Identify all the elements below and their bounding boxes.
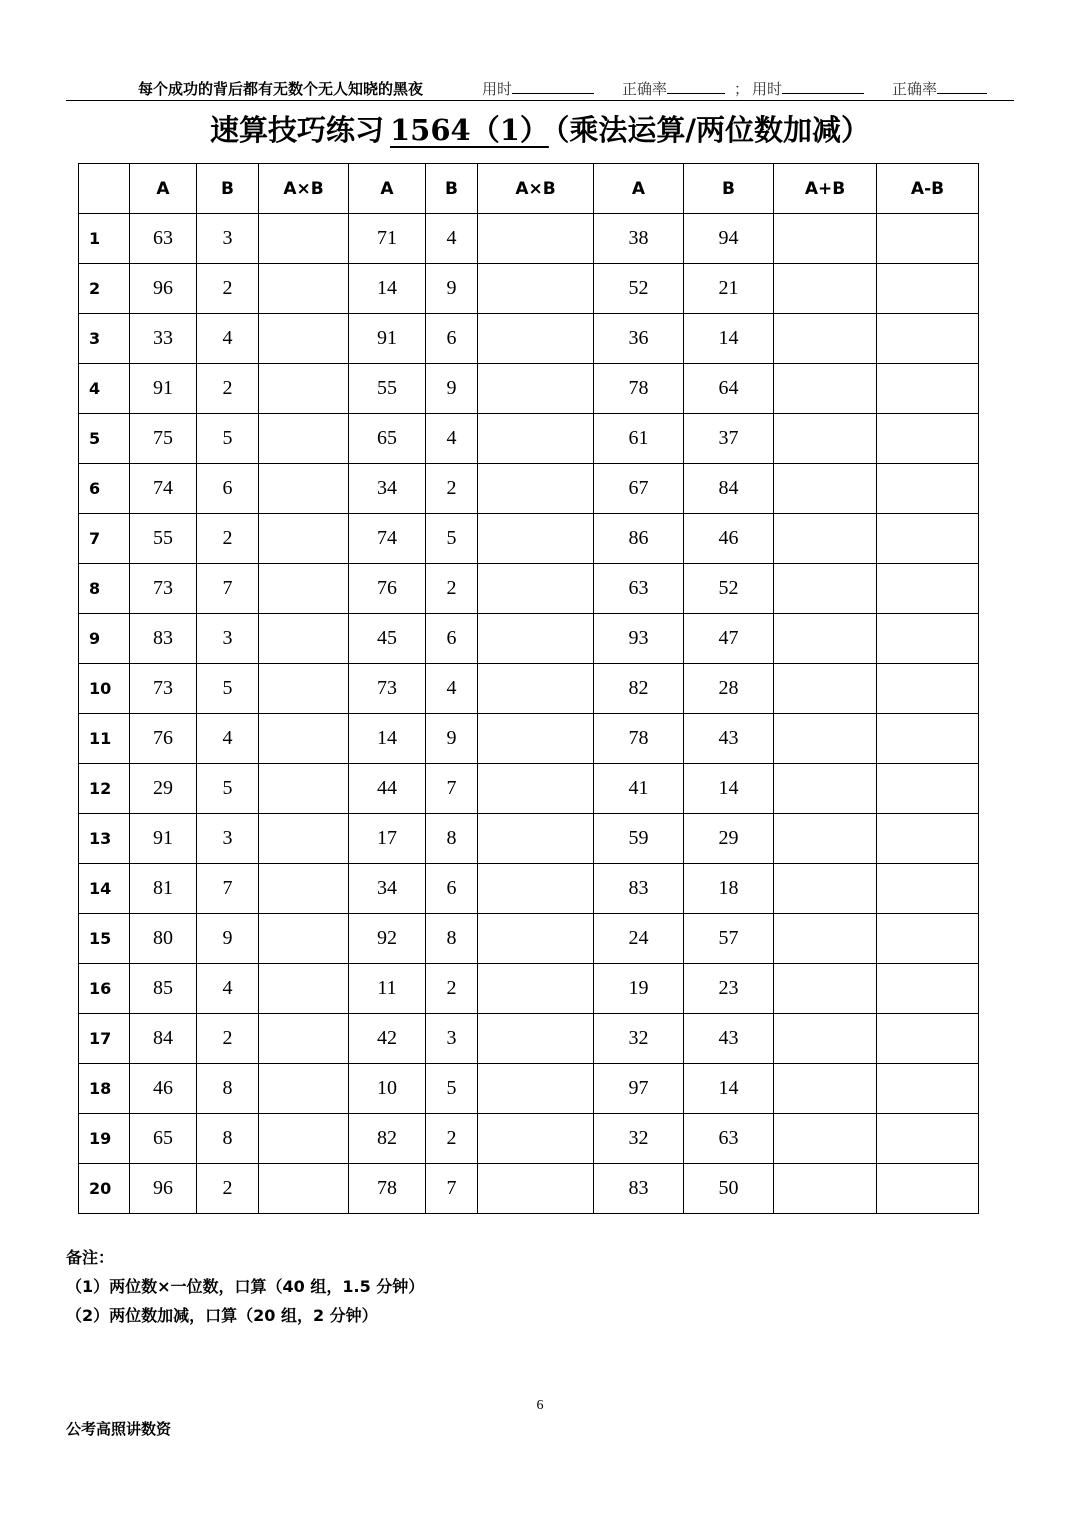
operand-cell: 74: [349, 514, 426, 564]
answer-cell[interactable]: [877, 1164, 979, 1214]
row-number: 1: [79, 214, 130, 264]
operand-cell: 78: [594, 364, 684, 414]
title-number: 1564（1）: [390, 113, 549, 147]
row-number: 15: [79, 914, 130, 964]
column-header: B: [197, 164, 259, 214]
answer-cell[interactable]: [877, 1014, 979, 1064]
page-title: [0, 108, 1080, 149]
answer-cell[interactable]: [478, 364, 594, 414]
accuracy-blank-1[interactable]: [667, 79, 725, 94]
operand-cell: 55: [349, 364, 426, 414]
answer-cell[interactable]: [259, 214, 349, 264]
answer-cell[interactable]: [774, 414, 877, 464]
operand-cell: 57: [684, 914, 774, 964]
operand-cell: 73: [349, 664, 426, 714]
answer-cell[interactable]: [259, 714, 349, 764]
operand-cell: 4: [426, 414, 478, 464]
operand-cell: 34: [349, 864, 426, 914]
answer-cell[interactable]: [478, 814, 594, 864]
operand-cell: 46: [684, 514, 774, 564]
operand-cell: 8: [197, 1064, 259, 1114]
operand-cell: 5: [426, 514, 478, 564]
answer-cell[interactable]: [478, 1114, 594, 1164]
answer-cell[interactable]: [259, 564, 349, 614]
answer-cell[interactable]: [774, 764, 877, 814]
answer-cell[interactable]: [774, 864, 877, 914]
answer-cell[interactable]: [478, 314, 594, 364]
answer-cell[interactable]: [259, 464, 349, 514]
answer-cell[interactable]: [877, 264, 979, 314]
operand-cell: 14: [684, 764, 774, 814]
operand-cell: 24: [594, 914, 684, 964]
row-number: 9: [79, 614, 130, 664]
operand-cell: 14: [349, 264, 426, 314]
answer-cell[interactable]: [877, 814, 979, 864]
time-blank-1[interactable]: [512, 79, 594, 94]
header-motto: 每个成功的背后都有无数个无人知晓的黑夜: [138, 80, 424, 98]
page-number: 6: [536, 1398, 544, 1413]
answer-cell[interactable]: [774, 914, 877, 964]
operand-cell: 4: [197, 964, 259, 1014]
answer-cell[interactable]: [774, 214, 877, 264]
column-header: A×B: [478, 164, 594, 214]
answer-cell[interactable]: [259, 314, 349, 364]
operand-cell: 8: [426, 814, 478, 864]
operand-cell: 3: [426, 1014, 478, 1064]
operand-cell: 47: [684, 614, 774, 664]
answer-cell[interactable]: [774, 264, 877, 314]
answer-cell[interactable]: [478, 964, 594, 1014]
answer-cell[interactable]: [877, 514, 979, 564]
operand-cell: 93: [594, 614, 684, 664]
answer-cell[interactable]: [478, 464, 594, 514]
operand-cell: 37: [684, 414, 774, 464]
notes: [66, 1243, 424, 1330]
operand-cell: 43: [684, 714, 774, 764]
answer-cell[interactable]: [774, 464, 877, 514]
operand-cell: 43: [684, 1014, 774, 1064]
answer-cell[interactable]: [774, 564, 877, 614]
answer-cell[interactable]: [259, 1114, 349, 1164]
operand-cell: 81: [130, 864, 197, 914]
answer-cell[interactable]: [774, 1014, 877, 1064]
operand-cell: 85: [130, 964, 197, 1014]
answer-cell[interactable]: [877, 1114, 979, 1164]
answer-cell[interactable]: [774, 1114, 877, 1164]
operand-cell: 8: [197, 1114, 259, 1164]
answer-cell[interactable]: [259, 614, 349, 664]
answer-cell[interactable]: [877, 314, 979, 364]
operand-cell: 4: [197, 314, 259, 364]
table-row: [79, 914, 979, 964]
operand-cell: 83: [594, 1164, 684, 1214]
column-header: B: [684, 164, 774, 214]
operand-cell: 76: [349, 564, 426, 614]
answer-cell[interactable]: [877, 614, 979, 664]
row-number: 11: [79, 714, 130, 764]
answer-cell[interactable]: [259, 1014, 349, 1064]
operand-cell: 5: [197, 414, 259, 464]
operand-cell: 10: [349, 1064, 426, 1114]
answer-cell[interactable]: [478, 764, 594, 814]
operand-cell: 29: [130, 764, 197, 814]
operand-cell: 17: [349, 814, 426, 864]
operand-cell: 7: [197, 564, 259, 614]
operand-cell: 84: [684, 464, 774, 514]
time-blank-2[interactable]: [782, 79, 864, 94]
answer-cell[interactable]: [877, 914, 979, 964]
answer-cell[interactable]: [478, 1064, 594, 1114]
row-number: 17: [79, 1014, 130, 1064]
operand-cell: 4: [426, 214, 478, 264]
column-header: B: [426, 164, 478, 214]
answer-cell[interactable]: [478, 614, 594, 664]
column-header: [79, 164, 130, 214]
table-row: [79, 764, 979, 814]
operand-cell: 29: [684, 814, 774, 864]
operand-cell: 82: [349, 1114, 426, 1164]
operand-cell: 9: [426, 264, 478, 314]
operand-cell: 82: [594, 664, 684, 714]
operand-cell: 52: [594, 264, 684, 314]
table-header-row: [79, 164, 979, 214]
operand-cell: 96: [130, 264, 197, 314]
accuracy-blank-2[interactable]: [937, 79, 987, 94]
operand-cell: 2: [197, 264, 259, 314]
operand-cell: 9: [426, 364, 478, 414]
answer-cell[interactable]: [774, 1164, 877, 1214]
table-row: [79, 214, 979, 264]
operand-cell: 5: [426, 1064, 478, 1114]
notes-line-1: （1）两位数×一位数，口算（40 组，1.5 分钟）: [66, 1277, 425, 1296]
operand-cell: 7: [426, 764, 478, 814]
operand-cell: 32: [594, 1114, 684, 1164]
operand-cell: 63: [130, 214, 197, 264]
operand-cell: 71: [349, 214, 426, 264]
answer-cell[interactable]: [774, 964, 877, 1014]
row-number: 5: [79, 414, 130, 464]
answer-cell[interactable]: [774, 714, 877, 764]
operand-cell: 4: [426, 664, 478, 714]
operand-cell: 23: [684, 964, 774, 1014]
answer-cell[interactable]: [478, 1164, 594, 1214]
row-number: 6: [79, 464, 130, 514]
operand-cell: 96: [130, 1164, 197, 1214]
operand-cell: 2: [426, 464, 478, 514]
table-row: [79, 564, 979, 614]
row-number: 8: [79, 564, 130, 614]
operand-cell: 6: [426, 864, 478, 914]
operand-cell: 63: [684, 1114, 774, 1164]
answer-cell[interactable]: [877, 564, 979, 614]
table-body: [79, 214, 979, 1214]
answer-cell[interactable]: [478, 714, 594, 764]
answer-cell[interactable]: [478, 864, 594, 914]
row-number: 20: [79, 1164, 130, 1214]
table-row: [79, 964, 979, 1014]
operand-cell: 78: [349, 1164, 426, 1214]
operand-cell: 2: [197, 1014, 259, 1064]
column-header: A×B: [259, 164, 349, 214]
table-row: [79, 614, 979, 664]
operand-cell: 14: [349, 714, 426, 764]
table-row: [79, 314, 979, 364]
operand-cell: 73: [130, 564, 197, 614]
operand-cell: 38: [594, 214, 684, 264]
operand-cell: 78: [594, 714, 684, 764]
column-header: A: [349, 164, 426, 214]
operand-cell: 3: [197, 614, 259, 664]
operand-cell: 63: [594, 564, 684, 614]
answer-cell[interactable]: [877, 764, 979, 814]
operand-cell: 67: [594, 464, 684, 514]
row-number: 3: [79, 314, 130, 364]
operand-cell: 65: [349, 414, 426, 464]
operand-cell: 46: [130, 1064, 197, 1114]
answer-cell[interactable]: [877, 1064, 979, 1114]
notes-heading: 备注：: [66, 1248, 115, 1267]
row-number: 18: [79, 1064, 130, 1114]
operand-cell: 2: [426, 964, 478, 1014]
table-row: [79, 514, 979, 564]
answer-cell[interactable]: [259, 964, 349, 1014]
table-row: [79, 464, 979, 514]
row-number: 13: [79, 814, 130, 864]
accuracy-field-1: 正确率: [622, 78, 725, 99]
operand-cell: 84: [130, 1014, 197, 1064]
accuracy-field-2: 正确率: [892, 78, 987, 99]
operand-cell: 14: [684, 1064, 774, 1114]
row-number: 7: [79, 514, 130, 564]
operand-cell: 91: [130, 364, 197, 414]
operand-cell: 3: [197, 214, 259, 264]
table-row: [79, 264, 979, 314]
page-header: [66, 74, 1014, 101]
answer-cell[interactable]: [478, 414, 594, 464]
answer-cell[interactable]: [259, 414, 349, 464]
answer-cell[interactable]: [774, 664, 877, 714]
operand-cell: 73: [130, 664, 197, 714]
answer-cell[interactable]: [877, 414, 979, 464]
operand-cell: 6: [197, 464, 259, 514]
table-row: [79, 1164, 979, 1214]
answer-cell[interactable]: [877, 364, 979, 414]
row-number: 14: [79, 864, 130, 914]
operand-cell: 55: [130, 514, 197, 564]
operand-cell: 64: [684, 364, 774, 414]
answer-cell[interactable]: [259, 814, 349, 864]
column-header: A+B: [774, 164, 877, 214]
notes-line-2: （2）两位数加减，口算（20 组，2 分钟）: [66, 1306, 378, 1325]
column-header: A: [594, 164, 684, 214]
operand-cell: 50: [684, 1164, 774, 1214]
answer-cell[interactable]: [259, 914, 349, 964]
row-number: 2: [79, 264, 130, 314]
operand-cell: 34: [349, 464, 426, 514]
footer-text: 公考高照讲数资: [66, 1420, 172, 1438]
operand-cell: 7: [197, 864, 259, 914]
answer-cell[interactable]: [877, 664, 979, 714]
operand-cell: 83: [130, 614, 197, 664]
answer-cell[interactable]: [478, 1014, 594, 1064]
operand-cell: 61: [594, 414, 684, 464]
operand-cell: 14: [684, 314, 774, 364]
operand-cell: 3: [197, 814, 259, 864]
time-field-1: 用时: [482, 78, 594, 99]
answer-cell[interactable]: [259, 1064, 349, 1114]
operand-cell: 18: [684, 864, 774, 914]
time-field-2: 用时: [752, 78, 864, 99]
operand-cell: 2: [426, 1114, 478, 1164]
operand-cell: 41: [594, 764, 684, 814]
answer-cell[interactable]: [774, 1064, 877, 1114]
answer-cell[interactable]: [877, 214, 979, 264]
answer-cell[interactable]: [259, 764, 349, 814]
row-number: 19: [79, 1114, 130, 1164]
operand-cell: 94: [684, 214, 774, 264]
table-row: [79, 1014, 979, 1064]
operand-cell: 80: [130, 914, 197, 964]
table-row: [79, 364, 979, 414]
operand-cell: 97: [594, 1064, 684, 1114]
answer-cell[interactable]: [774, 614, 877, 664]
answer-cell[interactable]: [259, 514, 349, 564]
operand-cell: 19: [594, 964, 684, 1014]
operand-cell: 2: [197, 1164, 259, 1214]
table-row: [79, 1064, 979, 1114]
title-suffix: （乘法运算/两位数加减）: [554, 113, 870, 147]
operand-cell: 28: [684, 664, 774, 714]
operand-cell: 9: [197, 914, 259, 964]
table-row: [79, 1114, 979, 1164]
answer-cell[interactable]: [877, 464, 979, 514]
operand-cell: 83: [594, 864, 684, 914]
table-row: [79, 814, 979, 864]
answer-cell[interactable]: [478, 214, 594, 264]
table-row: [79, 414, 979, 464]
column-header: A: [130, 164, 197, 214]
header-separator: ；: [734, 80, 750, 98]
answer-cell[interactable]: [259, 364, 349, 414]
answer-cell[interactable]: [877, 714, 979, 764]
operand-cell: 2: [197, 364, 259, 414]
operand-cell: 2: [197, 514, 259, 564]
operand-cell: 86: [594, 514, 684, 564]
table-row: [79, 714, 979, 764]
exercise-table: [78, 163, 979, 1214]
operand-cell: 4: [197, 714, 259, 764]
operand-cell: 11: [349, 964, 426, 1014]
operand-cell: 5: [197, 764, 259, 814]
title-prefix: 速算技巧练习: [209, 113, 384, 147]
operand-cell: 76: [130, 714, 197, 764]
answer-cell[interactable]: [259, 1164, 349, 1214]
column-header: A-B: [877, 164, 979, 214]
operand-cell: 6: [426, 314, 478, 364]
operand-cell: 59: [594, 814, 684, 864]
operand-cell: 2: [426, 564, 478, 614]
answer-cell[interactable]: [774, 514, 877, 564]
answer-cell[interactable]: [259, 864, 349, 914]
operand-cell: 9: [426, 714, 478, 764]
answer-cell[interactable]: [877, 964, 979, 1014]
answer-cell[interactable]: [478, 664, 594, 714]
operand-cell: 5: [197, 664, 259, 714]
answer-cell[interactable]: [478, 914, 594, 964]
operand-cell: 7: [426, 1164, 478, 1214]
operand-cell: 32: [594, 1014, 684, 1064]
table-row: [79, 864, 979, 914]
answer-cell[interactable]: [259, 264, 349, 314]
operand-cell: 91: [349, 314, 426, 364]
operand-cell: 33: [130, 314, 197, 364]
operand-cell: 42: [349, 1014, 426, 1064]
operand-cell: 8: [426, 914, 478, 964]
row-number: 10: [79, 664, 130, 714]
row-number: 16: [79, 964, 130, 1014]
answer-cell[interactable]: [774, 314, 877, 364]
operand-cell: 65: [130, 1114, 197, 1164]
answer-cell[interactable]: [877, 864, 979, 914]
row-number: 12: [79, 764, 130, 814]
operand-cell: 6: [426, 614, 478, 664]
table-row: [79, 664, 979, 714]
operand-cell: 74: [130, 464, 197, 514]
operand-cell: 92: [349, 914, 426, 964]
answer-cell[interactable]: [478, 564, 594, 614]
operand-cell: 45: [349, 614, 426, 664]
answer-cell[interactable]: [774, 364, 877, 414]
operand-cell: 36: [594, 314, 684, 364]
answer-cell[interactable]: [774, 814, 877, 864]
operand-cell: 44: [349, 764, 426, 814]
operand-cell: 75: [130, 414, 197, 464]
row-number: 4: [79, 364, 130, 414]
answer-cell[interactable]: [259, 664, 349, 714]
answer-cell[interactable]: [478, 514, 594, 564]
answer-cell[interactable]: [478, 264, 594, 314]
operand-cell: 52: [684, 564, 774, 614]
operand-cell: 21: [684, 264, 774, 314]
operand-cell: 91: [130, 814, 197, 864]
